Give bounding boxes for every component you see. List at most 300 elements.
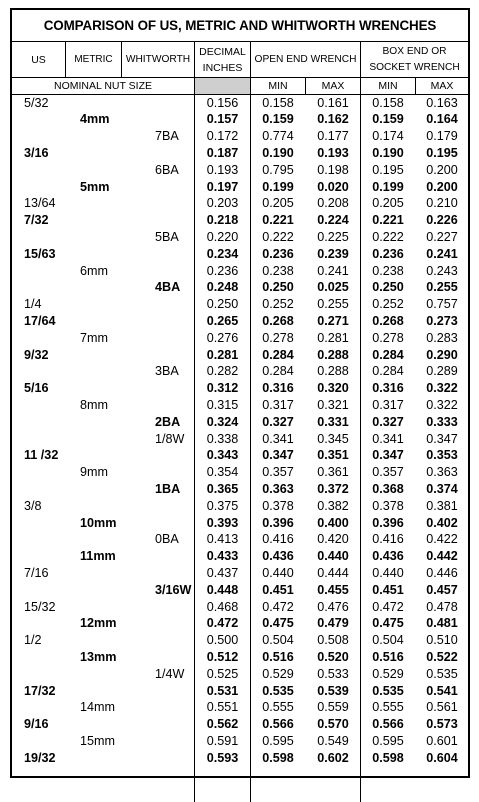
cell-whitworth: 7BA xyxy=(155,129,179,144)
cell-box-max: 0.446 xyxy=(426,565,458,580)
cell-whitworth: 4BA xyxy=(155,280,181,295)
cell-whitworth xyxy=(122,397,194,414)
cell-whitworth: 1/8W xyxy=(155,431,185,446)
cell-metric xyxy=(66,666,121,683)
cell-open-max: 0.224 xyxy=(317,213,349,228)
cell-open-max: 0.320 xyxy=(317,381,349,396)
cell-box-min: 0.158 xyxy=(372,95,404,110)
cell-open-max: 0.382 xyxy=(317,498,349,513)
cell-us xyxy=(12,531,65,548)
cell-whitworth xyxy=(122,565,194,582)
divider-metric xyxy=(121,42,122,78)
table-title: COMPARISON OF US, METRIC AND WHITWORTH WRENCHES xyxy=(12,10,468,42)
cell-box-min: 0.284 xyxy=(372,364,404,379)
cell-whitworth xyxy=(122,195,194,212)
cell-open-min: 0.440 xyxy=(262,565,294,580)
cell-open-min: 0.529 xyxy=(262,666,294,681)
cell-decimal: 0.281 xyxy=(206,347,239,362)
cell-box-max: 0.322 xyxy=(426,381,458,396)
cell-metric xyxy=(66,565,121,582)
cell-open-max: 0.539 xyxy=(317,683,349,698)
cell-whitworth xyxy=(122,313,194,330)
cell-us: 7/16 xyxy=(24,565,49,580)
cell-decimal: 0.343 xyxy=(206,448,239,463)
cell-metric xyxy=(66,380,121,397)
cell-box-max: 0.210 xyxy=(426,196,458,211)
cell-box-max: 0.573 xyxy=(426,717,458,732)
cell-open-max: 0.372 xyxy=(317,481,349,496)
cell-open-max: 0.533 xyxy=(317,666,349,681)
cell-decimal: 0.250 xyxy=(206,297,239,312)
cell-decimal: 0.593 xyxy=(206,750,239,765)
cell-metric: 8mm xyxy=(80,397,108,412)
cell-open-min: 0.555 xyxy=(262,700,294,715)
cell-open-min: 0.268 xyxy=(262,313,294,328)
cell-metric xyxy=(66,431,121,448)
header-us: US xyxy=(31,54,46,66)
cell-decimal: 0.472 xyxy=(206,616,239,631)
cell-whitworth xyxy=(122,750,194,767)
cell-open-max: 0.420 xyxy=(317,532,349,547)
cell-decimal: 0.315 xyxy=(206,397,239,412)
cell-decimal: 0.413 xyxy=(206,532,239,547)
cell-whitworth xyxy=(122,179,194,196)
cell-open-min: 0.238 xyxy=(262,263,294,278)
wrench-comparison-table xyxy=(10,8,470,778)
cell-box-min: 0.222 xyxy=(372,229,404,244)
cell-open-max: 0.255 xyxy=(317,297,349,312)
cell-box-max: 0.283 xyxy=(426,330,458,345)
cell-metric: 14mm xyxy=(80,700,115,715)
cell-open-min: 0.158 xyxy=(262,95,294,110)
cell-open-max: 0.225 xyxy=(317,229,349,244)
cell-decimal: 0.156 xyxy=(206,95,239,110)
cell-open-max: 0.161 xyxy=(317,95,349,110)
cell-us: 17/32 xyxy=(24,683,56,698)
cell-whitworth xyxy=(122,380,194,397)
cell-box-max: 0.478 xyxy=(426,599,458,614)
cell-metric xyxy=(66,447,121,464)
cell-metric xyxy=(66,195,121,212)
cell-box-max: 0.457 xyxy=(426,582,458,597)
cell-whitworth xyxy=(122,699,194,716)
cell-metric xyxy=(66,162,121,179)
cell-open-max: 0.351 xyxy=(317,448,349,463)
cell-box-min: 0.317 xyxy=(372,397,404,412)
header-metric: METRIC xyxy=(74,54,113,65)
header-open-end-wrench: OPEN END WRENCH xyxy=(254,54,357,65)
cell-box-min: 0.416 xyxy=(372,532,404,547)
cell-us xyxy=(12,330,65,347)
cell-us: 9/16 xyxy=(24,717,49,732)
cell-open-max: 0.020 xyxy=(317,179,349,194)
cell-us: 3/16 xyxy=(24,145,49,160)
cell-decimal: 0.282 xyxy=(206,364,239,379)
cell-box-max: 0.541 xyxy=(426,683,458,698)
cell-open-min: 0.598 xyxy=(262,750,294,765)
cell-box-min: 0.190 xyxy=(372,145,404,160)
cell-us xyxy=(12,615,65,632)
cell-box-min: 0.535 xyxy=(372,683,404,698)
cell-metric: 4mm xyxy=(80,112,110,127)
cell-open-max: 0.281 xyxy=(317,330,349,345)
cell-open-min: 0.205 xyxy=(262,196,294,211)
cell-whitworth xyxy=(122,683,194,700)
cell-decimal: 0.276 xyxy=(206,330,239,345)
cell-decimal: 0.437 xyxy=(206,565,239,580)
cell-metric xyxy=(66,498,121,515)
cell-open-max: 0.177 xyxy=(317,129,349,144)
decimal-subheader-shade xyxy=(195,78,250,94)
cell-box-min: 0.368 xyxy=(372,481,404,496)
cell-decimal: 0.193 xyxy=(206,162,239,177)
cell-box-min: 0.475 xyxy=(372,616,404,631)
cell-box-max: 0.561 xyxy=(426,700,458,715)
cell-whitworth xyxy=(122,347,194,364)
cell-open-min: 0.284 xyxy=(262,347,294,362)
cell-us: 1/2 xyxy=(24,633,42,648)
cell-box-max: 0.422 xyxy=(426,532,458,547)
cell-open-min: 0.504 xyxy=(262,633,294,648)
cell-metric xyxy=(66,582,121,599)
cell-open-max: 0.239 xyxy=(317,246,349,261)
cell-decimal: 0.525 xyxy=(206,666,239,681)
cell-whitworth xyxy=(122,95,194,112)
cell-open-max: 0.271 xyxy=(317,313,349,328)
header-box-min: MIN xyxy=(378,80,398,92)
cell-decimal: 0.312 xyxy=(206,381,239,396)
cell-metric: 6mm xyxy=(80,263,108,278)
cell-metric xyxy=(66,347,121,364)
cell-decimal: 0.500 xyxy=(206,633,239,648)
cell-open-min: 0.327 xyxy=(262,414,294,429)
cell-decimal: 0.531 xyxy=(206,683,239,698)
cell-us xyxy=(12,279,65,296)
cell-open-min: 0.363 xyxy=(262,481,294,496)
cell-whitworth xyxy=(122,599,194,616)
cell-open-max: 0.455 xyxy=(317,582,349,597)
cell-whitworth xyxy=(122,145,194,162)
cell-metric xyxy=(66,246,121,263)
cell-us xyxy=(12,162,65,179)
header-decimal: DECIMAL xyxy=(199,46,246,58)
cell-open-min: 0.159 xyxy=(262,112,294,127)
cell-box-max: 0.481 xyxy=(426,616,458,631)
cell-us: 1/4 xyxy=(24,297,42,312)
cell-metric: 9mm xyxy=(80,465,108,480)
cell-box-min: 0.252 xyxy=(372,297,404,312)
cell-open-min: 0.190 xyxy=(262,145,294,160)
cell-box-min: 0.341 xyxy=(372,431,404,446)
cell-box-max: 0.195 xyxy=(426,145,458,160)
cell-open-min: 0.451 xyxy=(262,582,294,597)
cell-whitworth: 2BA xyxy=(155,414,181,429)
cell-box-max: 0.322 xyxy=(426,397,458,412)
cell-decimal: 0.324 xyxy=(206,414,239,429)
cell-open-min: 0.341 xyxy=(262,431,294,446)
cell-decimal: 0.512 xyxy=(206,649,239,664)
cell-box-min: 0.555 xyxy=(372,700,404,715)
cell-open-max: 0.345 xyxy=(317,431,349,446)
header-box-max: MAX xyxy=(430,80,454,92)
cell-metric xyxy=(66,481,121,498)
cell-us: 7/32 xyxy=(24,213,49,228)
cell-whitworth xyxy=(122,649,194,666)
cell-open-max: 0.025 xyxy=(317,280,349,295)
cell-decimal: 0.187 xyxy=(206,145,239,160)
cell-metric xyxy=(66,313,121,330)
cell-metric xyxy=(66,145,121,162)
cell-us: 9/32 xyxy=(24,347,49,362)
cell-box-min: 0.451 xyxy=(372,582,404,597)
cell-metric xyxy=(66,212,121,229)
cell-whitworth xyxy=(122,515,194,532)
cell-box-min: 0.205 xyxy=(372,196,404,211)
cell-open-max: 0.559 xyxy=(317,700,349,715)
cell-us: 19/32 xyxy=(24,750,56,765)
cell-box-max: 0.442 xyxy=(426,549,458,564)
cell-whitworth: 0BA xyxy=(155,532,179,547)
cell-decimal: 0.265 xyxy=(206,313,239,328)
cell-decimal: 0.591 xyxy=(206,733,239,748)
cell-decimal: 0.236 xyxy=(206,263,239,278)
cell-us xyxy=(12,649,65,666)
cell-open-max: 0.440 xyxy=(317,549,349,564)
cell-us xyxy=(12,263,65,280)
cell-open-max: 0.520 xyxy=(317,649,349,664)
cell-open-min: 0.475 xyxy=(262,616,294,631)
cell-open-max: 0.162 xyxy=(317,112,349,127)
cell-metric xyxy=(66,128,121,145)
cell-box-min: 0.199 xyxy=(372,179,404,194)
cell-open-max: 0.444 xyxy=(317,565,349,580)
cell-open-min: 0.535 xyxy=(262,683,294,698)
cell-metric: 7mm xyxy=(80,330,108,345)
cell-open-max: 0.193 xyxy=(317,145,349,160)
cell-open-min: 0.317 xyxy=(262,397,294,412)
cell-box-min: 0.236 xyxy=(372,246,404,261)
cell-metric xyxy=(66,229,121,246)
cell-box-min: 0.284 xyxy=(372,347,404,362)
cell-whitworth xyxy=(122,330,194,347)
header-open-max: MAX xyxy=(321,80,345,92)
cell-box-max: 0.273 xyxy=(426,313,458,328)
cell-us xyxy=(12,481,65,498)
cell-us xyxy=(12,431,65,448)
cell-whitworth: 3BA xyxy=(155,364,179,379)
cell-decimal: 0.354 xyxy=(206,465,239,480)
cell-decimal: 0.433 xyxy=(206,549,239,564)
cell-us xyxy=(12,666,65,683)
cell-open-min: 0.516 xyxy=(262,649,294,664)
cell-decimal: 0.157 xyxy=(206,112,239,127)
cell-open-min: 0.472 xyxy=(262,599,294,614)
cell-us xyxy=(12,363,65,380)
cell-decimal: 0.365 xyxy=(206,481,239,496)
cell-decimal: 0.220 xyxy=(206,229,239,244)
cell-whitworth xyxy=(122,632,194,649)
header-whitworth: WHITWORTH xyxy=(125,54,191,65)
cell-us: 15/32 xyxy=(24,599,56,614)
cell-metric xyxy=(66,414,121,431)
cell-whitworth xyxy=(122,246,194,263)
cell-box-min: 0.195 xyxy=(372,162,404,177)
cell-metric: 13mm xyxy=(80,649,117,664)
cell-us xyxy=(12,733,65,750)
cell-open-min: 0.284 xyxy=(262,364,294,379)
cell-box-max: 0.163 xyxy=(426,95,458,110)
cell-metric xyxy=(66,279,121,296)
cell-box-max: 0.601 xyxy=(426,733,458,748)
cell-open-max: 0.479 xyxy=(317,616,349,631)
cell-box-max: 0.200 xyxy=(426,179,458,194)
cell-metric: 15mm xyxy=(80,733,115,748)
cell-decimal: 0.197 xyxy=(206,179,239,194)
cell-box-min: 0.250 xyxy=(372,280,404,295)
cell-whitworth xyxy=(122,212,194,229)
cell-whitworth xyxy=(122,548,194,565)
cell-open-max: 0.361 xyxy=(317,465,349,480)
cell-whitworth xyxy=(122,296,194,313)
cell-box-min: 0.504 xyxy=(372,633,404,648)
cell-open-max: 0.602 xyxy=(317,750,349,765)
cell-metric xyxy=(66,716,121,733)
cell-open-min: 0.222 xyxy=(262,229,294,244)
cell-box-min: 0.357 xyxy=(372,465,404,480)
cell-open-min: 0.236 xyxy=(262,246,294,261)
cell-whitworth xyxy=(122,263,194,280)
cell-box-max: 0.402 xyxy=(426,515,458,530)
cell-box-max: 0.290 xyxy=(426,347,458,362)
cell-us: 3/8 xyxy=(24,498,42,513)
cell-decimal: 0.338 xyxy=(206,431,239,446)
cell-open-min: 0.252 xyxy=(262,297,294,312)
cell-us xyxy=(12,128,65,145)
cell-box-max: 0.381 xyxy=(426,498,458,513)
cell-metric xyxy=(66,750,121,767)
header-open-min: MIN xyxy=(268,80,288,92)
cell-box-min: 0.595 xyxy=(372,733,404,748)
cell-us xyxy=(12,397,65,414)
cell-box-min: 0.159 xyxy=(372,112,404,127)
cell-whitworth: 5BA xyxy=(155,229,179,244)
cell-box-max: 0.333 xyxy=(426,414,458,429)
cell-open-min: 0.595 xyxy=(262,733,294,748)
cell-box-max: 0.226 xyxy=(426,213,458,228)
cell-open-min: 0.250 xyxy=(262,280,294,295)
cell-metric xyxy=(66,683,121,700)
cell-box-min: 0.238 xyxy=(372,263,404,278)
cell-box-min: 0.378 xyxy=(372,498,404,513)
cell-box-max: 0.535 xyxy=(426,666,458,681)
cell-box-min: 0.268 xyxy=(372,313,404,328)
cell-us xyxy=(12,515,65,532)
cell-decimal: 0.375 xyxy=(206,498,239,513)
cell-open-max: 0.331 xyxy=(317,414,349,429)
cell-us xyxy=(12,464,65,481)
cell-box-max: 0.255 xyxy=(426,280,458,295)
cell-decimal: 0.203 xyxy=(206,196,239,211)
cell-box-min: 0.598 xyxy=(372,750,404,765)
cell-open-min: 0.347 xyxy=(262,448,294,463)
cell-open-max: 0.400 xyxy=(317,515,349,530)
header-decimal-inches xyxy=(195,42,250,78)
cell-decimal: 0.562 xyxy=(206,717,239,732)
header-box-end: BOX END OR xyxy=(382,46,447,57)
cell-open-max: 0.508 xyxy=(317,633,349,648)
cell-whitworth xyxy=(122,733,194,750)
cell-whitworth xyxy=(122,498,194,515)
cell-box-min: 0.278 xyxy=(372,330,404,345)
cell-us xyxy=(12,111,65,128)
cell-box-max: 0.179 xyxy=(426,129,458,144)
cell-open-min: 0.357 xyxy=(262,465,294,480)
cell-us xyxy=(12,414,65,431)
cell-us: 17/64 xyxy=(24,313,56,328)
cell-whitworth xyxy=(122,615,194,632)
divider-box-minmax xyxy=(415,78,416,94)
cell-us xyxy=(12,582,65,599)
cell-open-max: 0.476 xyxy=(317,599,349,614)
cell-decimal: 0.234 xyxy=(206,246,239,261)
cell-box-max: 0.353 xyxy=(426,448,458,463)
cell-open-min: 0.396 xyxy=(262,515,294,530)
cell-box-min: 0.347 xyxy=(372,448,404,463)
cell-open-min: 0.566 xyxy=(262,717,294,732)
cell-us: 5/16 xyxy=(24,381,49,396)
cell-open-max: 0.198 xyxy=(317,162,349,177)
cell-decimal: 0.448 xyxy=(206,582,239,597)
cell-open-max: 0.288 xyxy=(317,364,349,379)
cell-metric: 12mm xyxy=(80,616,117,631)
cell-decimal: 0.248 xyxy=(206,280,239,295)
cell-metric xyxy=(66,599,121,616)
cell-box-max: 0.289 xyxy=(426,364,458,379)
cell-box-max: 0.227 xyxy=(426,229,458,244)
cell-box-min: 0.440 xyxy=(372,565,404,580)
cell-open-max: 0.288 xyxy=(317,347,349,362)
cell-open-min: 0.436 xyxy=(262,549,294,564)
header-box-end-socket xyxy=(361,42,468,78)
cell-open-min: 0.316 xyxy=(262,381,294,396)
header-inches: INCHES xyxy=(202,62,243,74)
cell-whitworth xyxy=(122,447,194,464)
cell-box-max: 0.164 xyxy=(426,112,458,127)
divider-us xyxy=(65,42,66,78)
cell-metric xyxy=(66,363,121,380)
cell-decimal: 0.172 xyxy=(206,129,239,144)
cell-box-min: 0.327 xyxy=(372,414,404,429)
cell-metric: 11mm xyxy=(80,549,116,564)
cell-metric xyxy=(66,296,121,313)
cell-whitworth: 3/16W xyxy=(155,582,192,597)
cell-whitworth: 1BA xyxy=(155,481,181,496)
cell-box-max: 0.363 xyxy=(426,465,458,480)
cell-box-max: 0.200 xyxy=(426,162,458,177)
cell-box-max: 0.522 xyxy=(426,649,458,664)
cell-box-max: 0.347 xyxy=(426,431,458,446)
cell-box-max: 0.374 xyxy=(426,481,458,496)
divider-open-minmax xyxy=(305,78,306,94)
cell-open-min: 0.774 xyxy=(262,129,294,144)
cell-box-min: 0.436 xyxy=(372,549,404,564)
cell-us: 13/64 xyxy=(24,196,56,211)
cell-open-min: 0.378 xyxy=(262,498,294,513)
cell-metric: 5mm xyxy=(80,179,110,194)
cell-whitworth xyxy=(122,111,194,128)
cell-metric xyxy=(66,632,121,649)
cell-whitworth xyxy=(122,464,194,481)
